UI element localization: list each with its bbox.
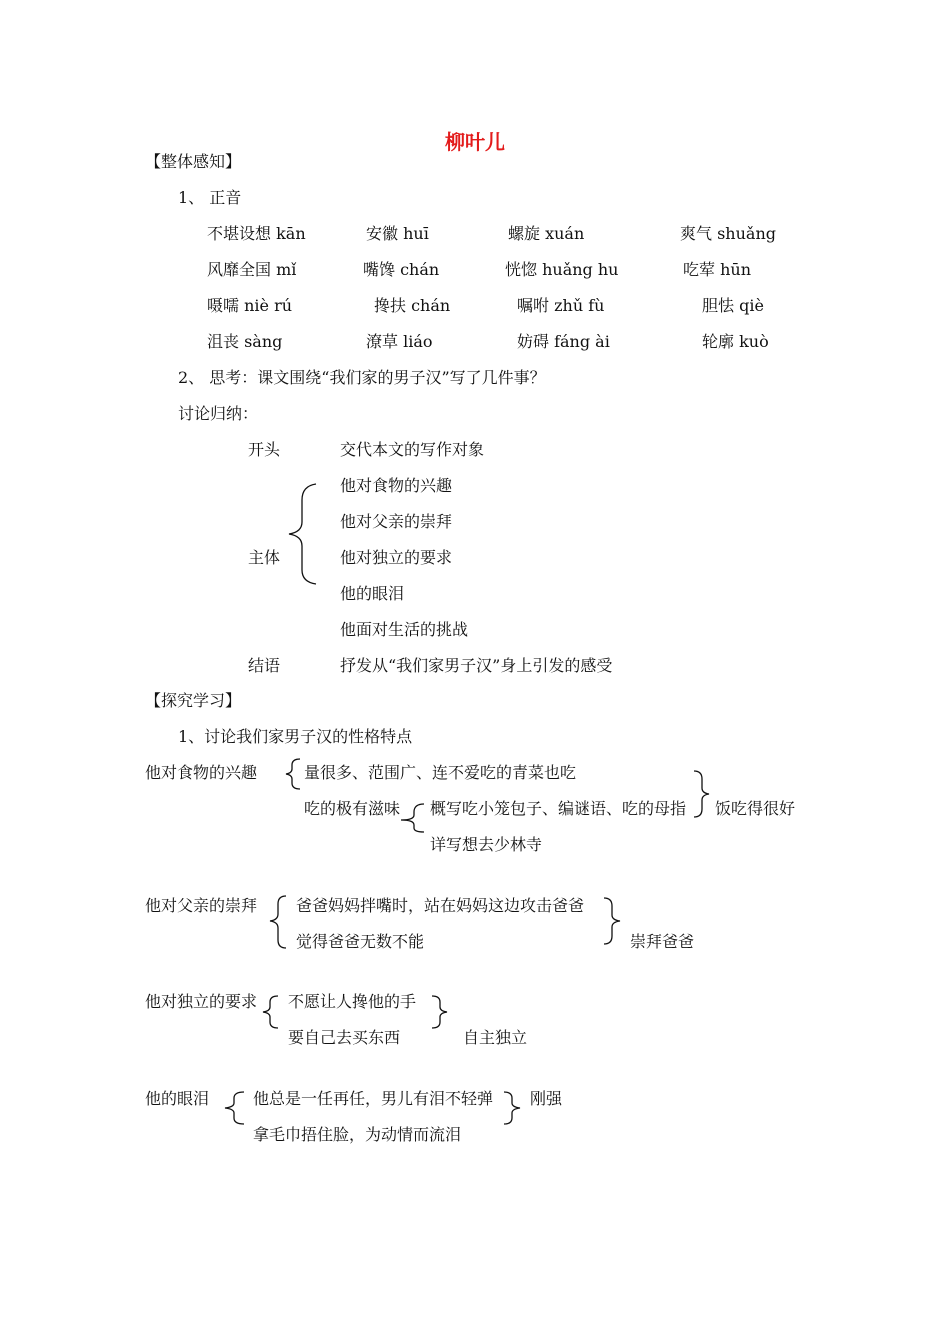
trait-father-label: 他对父亲的崇拜: [145, 896, 258, 915]
trait-food-brace: [284, 757, 304, 791]
pinyin-item: 吃荤 hūn: [683, 260, 752, 279]
question-1-label: 1、 正音: [178, 188, 242, 207]
pinyin-item: 螺旋 xuán: [508, 224, 585, 243]
trait-food-conclusion: 饭吃得很好: [715, 799, 796, 818]
trait-tears-item: 他总是一任再任，男儿有泪不轻弹: [253, 1089, 494, 1108]
pinyin-item: 嘴馋 chán: [363, 260, 440, 279]
pinyin-item: 嗫嚅 niè rú: [207, 296, 293, 315]
pinyin-item: 安徽 huī: [366, 224, 429, 243]
trait-tears-conclusion: 刚强: [530, 1089, 563, 1108]
trait-father-item: 觉得爸爸无数不能: [296, 932, 425, 951]
explore-question-1-label: 1、讨论我们家男子汉的性格特点: [178, 727, 413, 746]
outline-opening-label: 开头: [248, 440, 281, 459]
trait-independence-item: 要自己去买东西: [288, 1028, 401, 1047]
trait-independence-label: 他对独立的要求: [145, 992, 258, 1011]
outline-body-item: 他的眼泪: [340, 584, 405, 603]
question-2-label: 2、 思考：课文围绕“我们家的男子汉”写了几件事？: [178, 368, 546, 387]
trait-tears-label: 他的眼泪: [145, 1089, 210, 1108]
trait-independence-item: 不愿让人搀他的手: [288, 992, 417, 1011]
outline-body-label: 主体: [248, 548, 281, 567]
trait-independence-close-brace: [428, 994, 450, 1030]
trait-food-subitem: 详写想去少林寺: [430, 835, 543, 854]
pinyin-item: 妨碍 fáng ài: [517, 332, 610, 351]
outline-body-item: 他对独立的要求: [340, 548, 453, 567]
trait-food-item: 吃的极有滋味: [304, 799, 401, 818]
trait-food-subitem: 概写吃小笼包子、编谜语、吃的母指: [430, 799, 687, 818]
pinyin-item: 不堪设想 kān: [207, 224, 306, 243]
trait-food-close-brace: [690, 769, 712, 819]
trait-tears-item: 拿毛巾捂住脸，为动情而流泪: [253, 1125, 462, 1144]
outline-ending-label: 结语: [248, 656, 281, 675]
trait-tears-close-brace: [500, 1090, 524, 1126]
pinyin-item: 潦草 liáo: [366, 332, 433, 351]
section-heading-overall: 【整体感知】: [145, 152, 242, 171]
pinyin-item: 爽气 shuǎng: [680, 224, 776, 243]
trait-food-item: 量很多、范围广、连不爱吃的青菜也吃: [304, 763, 577, 782]
trait-independence-conclusion: 自主独立: [463, 1028, 528, 1047]
pinyin-item: 轮廓 kuò: [702, 332, 769, 351]
pinyin-item: 沮丧 sàng: [207, 332, 283, 351]
trait-father-conclusion: 崇拜爸爸: [630, 932, 695, 951]
trait-father-close-brace: [600, 896, 624, 946]
pinyin-item: 风靡全国 mǐ: [207, 260, 297, 279]
trait-food-label: 他对食物的兴趣: [145, 763, 258, 782]
pinyin-item: 搀扶 chán: [374, 296, 451, 315]
pinyin-item: 恍惚 huǎng hu: [505, 260, 619, 279]
outline-body-brace: [286, 482, 320, 586]
trait-food-sub-brace: [398, 800, 428, 836]
trait-father-brace: [266, 892, 290, 952]
outline-body-item: 他对父亲的崇拜: [340, 512, 453, 531]
pinyin-item: 嘱咐 zhǔ fù: [517, 296, 605, 315]
outline-body-item: 他面对生活的挑战: [340, 620, 469, 639]
trait-father-item: 爸爸妈妈拌嘴时，站在妈妈这边攻击爸爸: [296, 896, 585, 915]
trait-independence-brace: [260, 994, 282, 1030]
pinyin-item: 胆怯 qiè: [702, 296, 764, 315]
trait-tears-brace: [222, 1090, 248, 1126]
section-heading-explore: 【探究学习】: [145, 691, 242, 710]
document-title: 柳叶儿: [445, 130, 505, 154]
outline-body-item: 他对食物的兴趣: [340, 476, 453, 495]
outline-opening-text: 交代本文的写作对象: [340, 440, 485, 459]
outline-ending-text: 抒发从“我们家男子汉”身上引发的感受: [340, 656, 613, 675]
discussion-label: 讨论归纳：: [178, 404, 259, 423]
